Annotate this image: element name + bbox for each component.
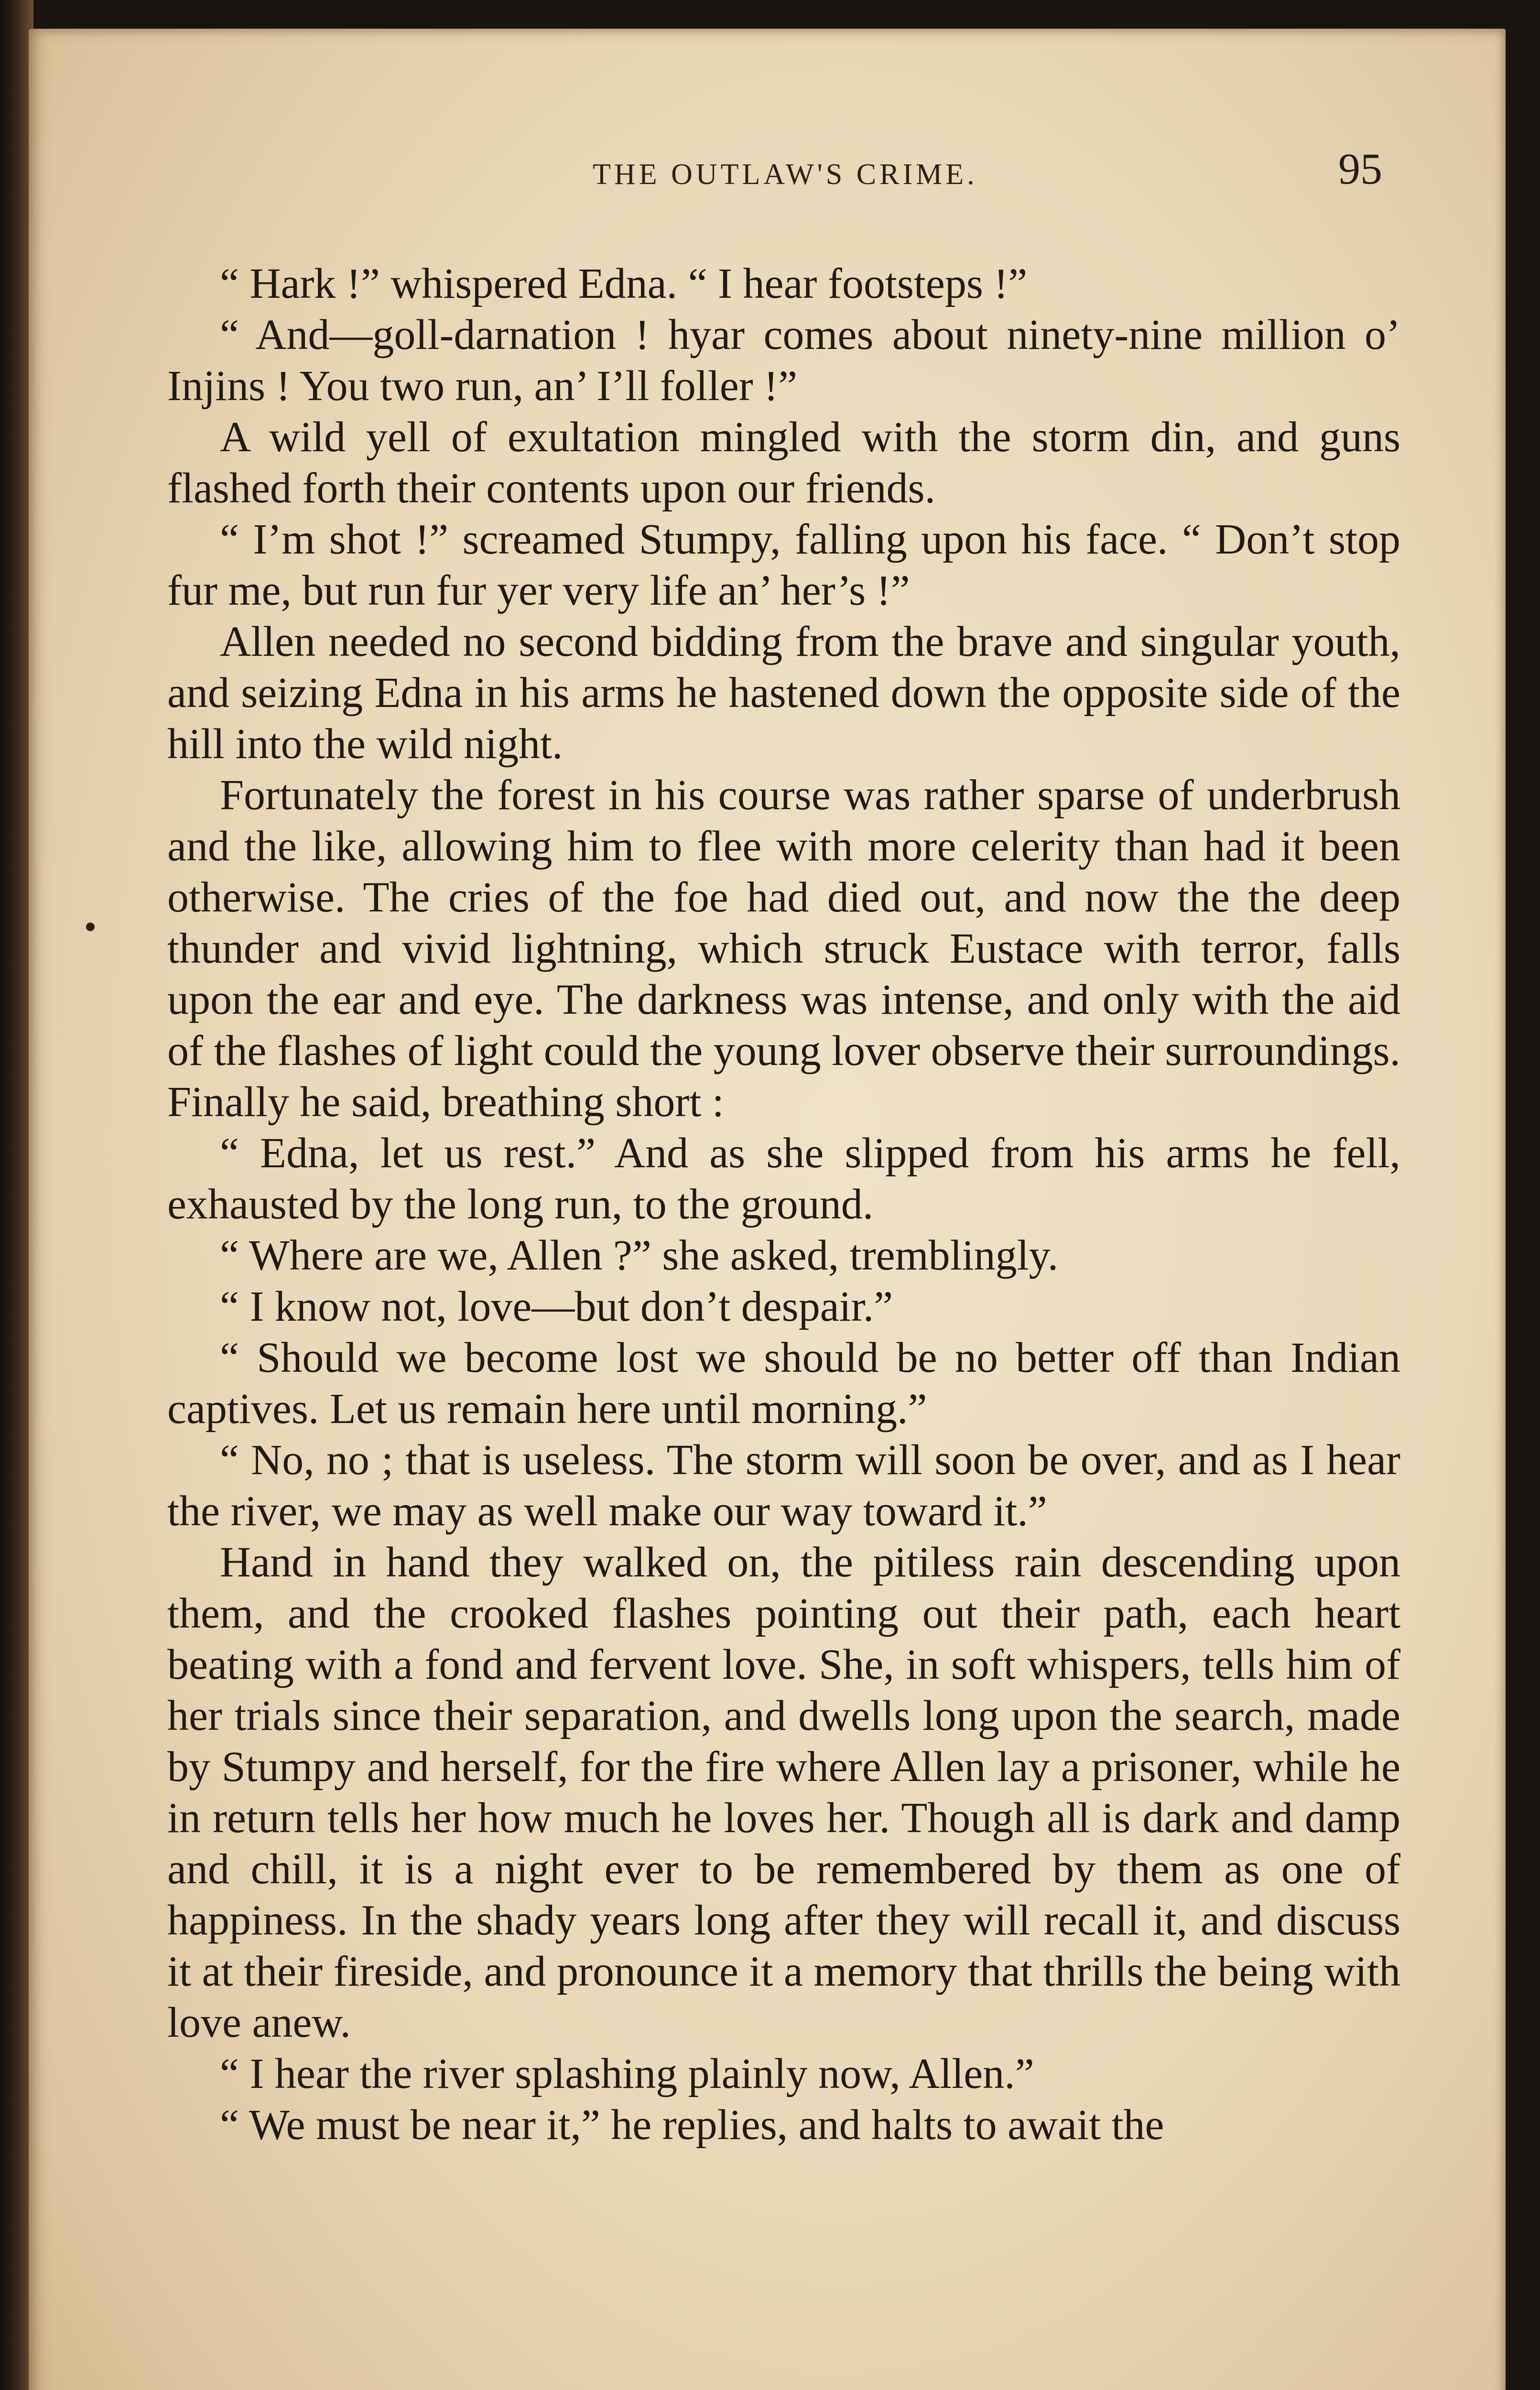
- paragraph: “ No, no ; that is useless. The storm will soon be over, and as I hear the river, we may as well make our way toward it.”: [167, 1436, 1400, 1535]
- paragraph: “ Hark !” whispered Edna. “ I hear footsteps !”: [220, 260, 1028, 307]
- paragraph: “ Edna, let us rest.” And as she slipped from his arms he fell, exhausted by the long run, to the ground.: [167, 1130, 1400, 1228]
- paragraph: “ I know not, love—but don’t despair.”: [220, 1283, 893, 1330]
- paragraph: “ I’m shot !” screamed Stumpy, falling upon his face. “ Don’t stop fur me, but run fur yer very life an’ her’s !”: [167, 516, 1400, 614]
- paragraph: “ Should we become lost we should be no better off than Indian captives. Let us remain here until morning.”: [167, 1334, 1400, 1433]
- paragraph: “ I hear the river splashing plainly now, Allen.”: [220, 2050, 1034, 2097]
- paragraph: “ And—goll-darnation ! hyar comes about ninety-nine million o’ Injins ! You two run, an’ I’ll foller !”: [167, 311, 1400, 410]
- page-number: 95: [1338, 144, 1382, 193]
- book-page: [29, 29, 1506, 2390]
- paragraph: A wild yell of exultation mingled with the storm din, and guns flashed forth their contents upon our friends.: [167, 413, 1400, 512]
- paragraph: Hand in hand they walked on, the pitiless rain descending upon them, and the crooked flashes pointing out their path, each heart beating with a fond and fervent love. She, in soft whispers, tells him of her trials since their separation, and dwells long upon the search, made by Stumpy and herself, for the fire where Allen lay a prisoner, while he in return tells her how much he loves her. Though all is dark and damp and chill, it is a night ever to be remembered by them as one of happiness. In the shady years long after they will recall it, and discuss it at their fireside, and pronounce it a memory that thrills the being with love anew.: [167, 1539, 1400, 2046]
- paragraph: “ We must be near it,” he replies, and halts to await the: [220, 2101, 1164, 2149]
- paragraph: Fortunately the forest in his course was rather sparse of underbrush and the like, allowing him to flee with more celerity than had it been otherwise. The cries of the foe had died out, and now the the deep thunder and vivid lightning, which struck Eustace with terror, falls upon the ear and eye. The darkness was intense, and only with the aid of the flashes of light could the young lover observe their surroundings. Finally he said, breathing short :: [167, 771, 1400, 1126]
- body-text: [167, 258, 1400, 2151]
- paragraph: “ Where are we, Allen ?” she asked, tremblingly.: [220, 1232, 1059, 1279]
- page-edge-mark: [86, 923, 95, 931]
- paragraph: Allen needed no second bidding from the brave and singular youth, and seizing Edna in his arms he hastened down the opposite side of the hill into the wild night.: [167, 618, 1400, 768]
- running-head: THE OUTLAW'S CRIME.: [593, 158, 978, 191]
